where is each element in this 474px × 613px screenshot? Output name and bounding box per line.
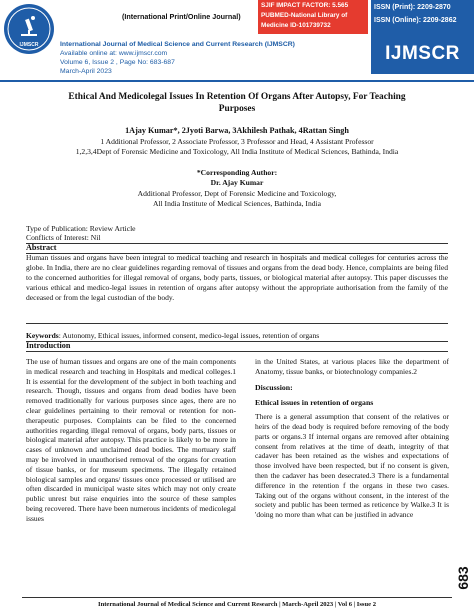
sjif-line-3: Medicine ID-101739732 — [261, 22, 331, 29]
abstract-heading: Abstract — [26, 243, 57, 252]
introduction-heading: Introduction — [26, 341, 71, 350]
introduction-paragraph: The use of human tissues and organs are one of the main components in medical research and teaching in Hospitals and medical colleges.1 It is essential for the development of the subject in both teaching and research. Though, tissues and organs from dead bodies have been removed traditionally for various purposes since ages, there are no clear guidelines pertaining to their removal or retention for non-therapeutic purposes. Complaints can be filed to the concerned authorities regarding illegal removal of organs, body parts, tissues or biological material after autopsy. This practice is likely to be more in cases of unknown and unclaimed dead bodies. The mortuary staff may be involved in unauthorised removal of the organs for creation of tissue banks, or for museum specimens. The illegally retained biological samples and organs/ tissues once processed or utilised are often discarded in municipal waste sites which may not only create public unrest but raise enquiries into the source of these samples being recovered. There have been numerous incidents of medicolegal issues — [26, 357, 236, 523]
article-title — [18, 92, 456, 115]
page-number — [454, 555, 472, 601]
footer-divider — [22, 597, 452, 598]
keywords-line — [26, 331, 448, 341]
microscope-logo-icon — [3, 3, 55, 55]
footer-text: International Journal of Medical Science and Current Research | March-April 2023 | Vol 6 | Issue 2 — [98, 601, 376, 608]
issn-online: ISSN (Online): 2209-2862 — [374, 17, 457, 24]
title-line-1: Ethical And Medicolegal Issues In Retention Of Organs After Autopsy, For Teaching — [68, 92, 406, 102]
publication-type-line: Type of Publication: Review Article — [26, 224, 136, 233]
left-column — [26, 357, 236, 524]
publication-type: (International Print/Online Journal) — [122, 12, 241, 21]
sjif-line-1: SJIF IMPACT FACTOR: 5.565 — [261, 2, 349, 9]
sjif-badge — [258, 0, 368, 34]
corresponding-address-1: Additional Professor, Dept of Forensic Medicine and Toxicology, — [137, 189, 337, 198]
keywords-label: Keywords — [26, 331, 59, 340]
conflicts-line: Conflicts of Interest: Nil — [26, 233, 101, 242]
journal-name: International Journal of Medical Science and Current Research (IJMSCR) — [60, 41, 295, 48]
brand-text: IJMSCR — [385, 43, 460, 64]
logo-text: IJMSCR — [19, 42, 39, 48]
journal-date: March-April 2023 — [60, 68, 112, 75]
right-paragraph-1: in the United States, at various places like the department of Anatomy, tissue banks, or biotechnology companies.2 — [255, 357, 449, 376]
discussion-heading: Discussion: — [255, 382, 293, 392]
abstract-text: Human tissues and organs have been integral to medical teaching and research in hospitals and medical colleges for centuries across the globe. In India, there are no clear guidelines regarding removal of tissues and organs from the dead body. Hence, complaints are being filed to the concerned authorities for illegal removal of organs, body parts, tissues, or biological material after autopsy. This paper discusses the various ethical and medico-legal issues in retention of organs after autopsy without the appropriate authorisation from the family of the deceased or from the legal custodian of the body. — [26, 253, 448, 302]
author-roles: 1 Additional Professor, 2 Associate Professor, 3 Professor and Head, 4 Assistant Professor — [100, 137, 374, 146]
ethical-issues-heading: Ethical issues in retention of organs — [255, 398, 374, 408]
sjif-line-2: PUBMED-National Library of — [261, 12, 348, 19]
keywords-text: : Autonomy, Ethical issues, informed consent, medico-legal issues, retention of organs — [58, 331, 320, 340]
divider — [26, 243, 448, 244]
journal-info — [60, 40, 380, 76]
issn-badge — [371, 0, 474, 34]
corresponding-address-2: All India Institute of Medical Sciences, Bathinda, India — [152, 199, 322, 208]
right-paragraph-2: There is a general assumption that consent of the relatives or heirs of the dead body is required before removing of the body parts or organs.3 If internal organs are removed after obtaining consent from relatives at the time of death, integrity of that cadaver has been retained as the wishes and expectations of those involved have been respected, but if no consent is given, then the cadaver has been desecrated.3 There is a fundamental difference in the retention f the organs in these two cases. Taking out of the organs without consent, in the interest of the society and public has been termed as reticence by Walke.3 It is 'doing no more than what can be justified in advance — [255, 412, 449, 520]
header-divider — [0, 80, 474, 82]
journal-logo — [3, 3, 55, 55]
journal-header — [0, 0, 474, 86]
right-column — [255, 357, 449, 520]
author-affiliation: 1,2,3,4Dept of Forensic Medicine and Toxicology, All India Institute of Medical Sciences, Bathinda, India — [75, 147, 399, 156]
brand-badge — [371, 34, 474, 74]
journal-volume: Volume 6, Issue 2 , Page No: 683-687 — [60, 59, 175, 66]
author-list: 1Ajay Kumar*, 2Jyoti Barwa, 3Akhilesh Pathak, 4Rattan Singh — [125, 126, 349, 135]
divider — [26, 351, 448, 352]
page-number-text: 683 — [455, 566, 471, 590]
issn-print: ISSN (Print): 2209-2870 — [374, 4, 451, 11]
corresponding-heading: *Corresponding Author: — [196, 168, 278, 177]
title-line-2: Purposes — [218, 103, 256, 114]
divider — [26, 341, 448, 342]
divider — [26, 323, 448, 324]
journal-website[interactable]: Available online at: www.ijmscr.com — [60, 50, 168, 57]
corresponding-name: Dr. Ajay Kumar — [210, 178, 264, 187]
